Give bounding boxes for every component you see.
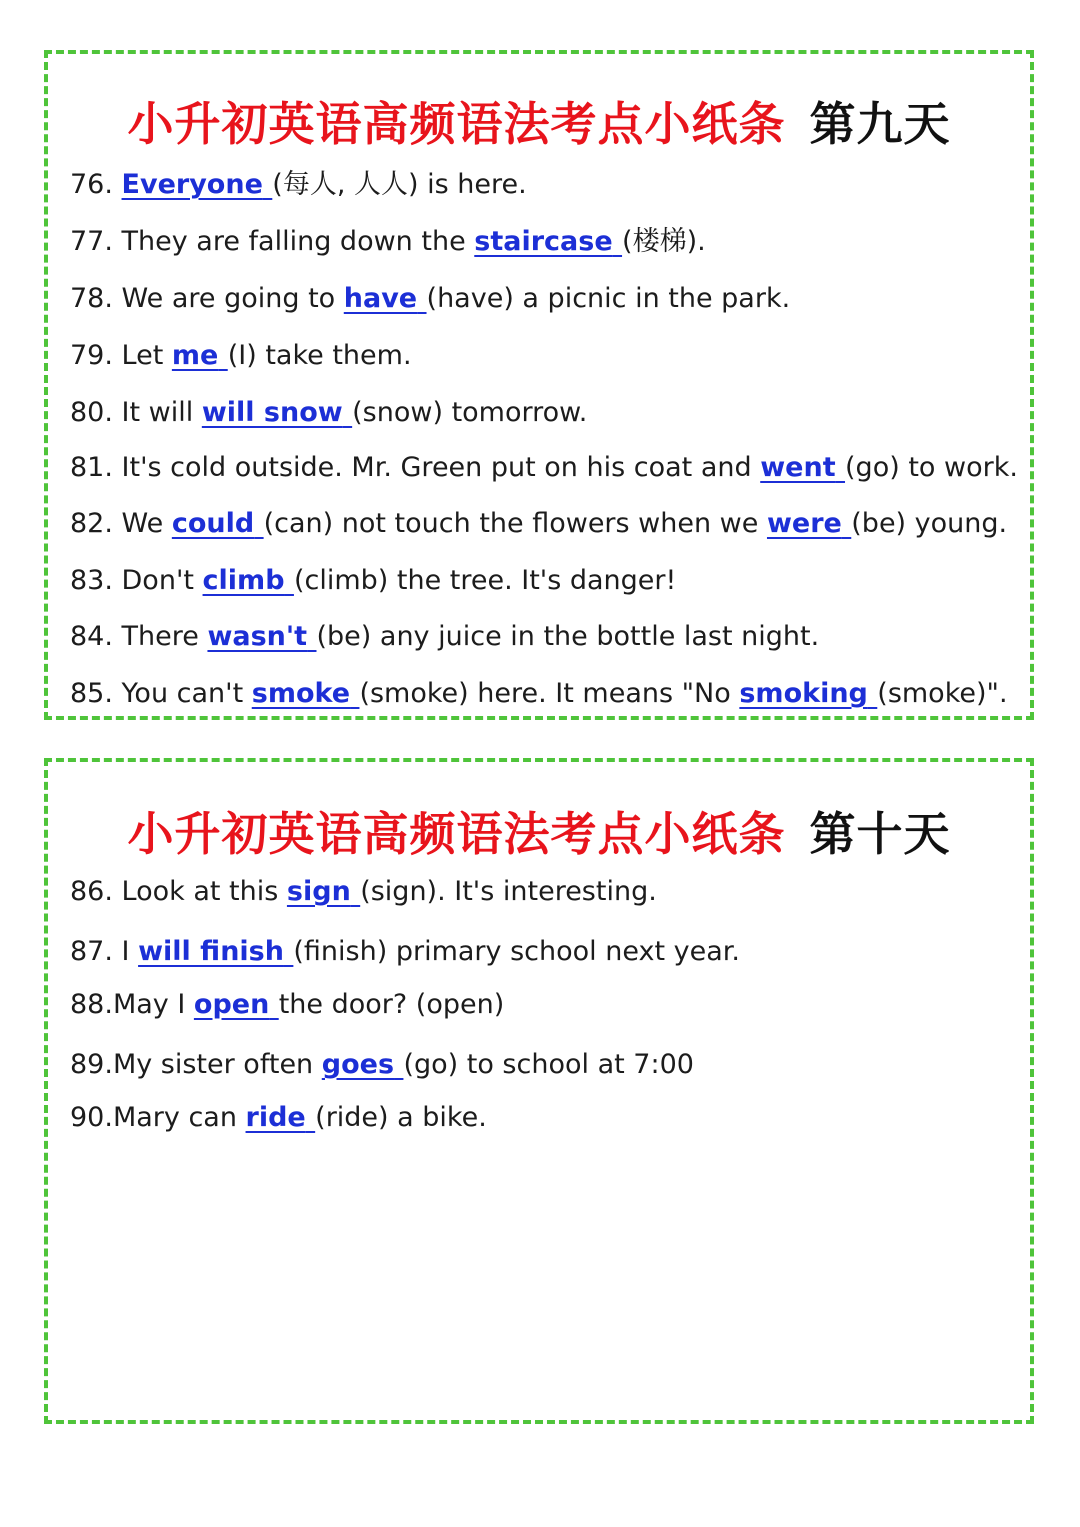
answer: ride <box>245 1102 306 1133</box>
line-text: (can) not touch the flowers when we <box>263 508 767 539</box>
answer: Everyone <box>121 169 263 200</box>
line-text: the door? (open) <box>278 989 505 1020</box>
exercise-line-81 <box>70 451 1018 485</box>
line-text: 78. We are going to <box>70 283 344 314</box>
exercise-line-88 <box>70 988 504 1022</box>
line-text: (go) to school at 7:00 <box>403 1049 694 1080</box>
exercise-line-85 <box>70 677 1008 711</box>
exercise-line-79 <box>70 339 412 373</box>
line-text: (smoke)". <box>877 678 1008 709</box>
answer: goes <box>321 1049 395 1080</box>
line-text: (smoke) here. It means "No <box>359 678 740 709</box>
answer: wasn't <box>207 621 308 652</box>
answer: will snow <box>201 397 343 428</box>
line-text: 82. We <box>70 508 172 539</box>
answer: me <box>171 340 219 371</box>
exercise-line-82 <box>70 507 1007 541</box>
line-text: 90.Mary can <box>70 1102 246 1133</box>
answer: climb <box>202 565 285 596</box>
line-text: 83. Don't <box>70 565 203 596</box>
answer: smoke <box>251 678 351 709</box>
line-text: 89.My sister often <box>70 1049 322 1080</box>
note-card-day10 <box>44 758 1034 1424</box>
line-text: (snow) tomorrow. <box>352 397 588 428</box>
line-text: (每人, 人人) is here. <box>272 169 527 200</box>
line-text: 80. It will <box>70 397 202 428</box>
note-card-day9 <box>44 50 1034 720</box>
line-text: (be) young. <box>851 508 1008 539</box>
exercise-line-87 <box>70 935 740 969</box>
answer: were <box>766 508 842 539</box>
exercise-line-80 <box>70 396 587 430</box>
line-text: 88.May I <box>70 989 194 1020</box>
line-text: (finish) primary school next year. <box>293 936 740 967</box>
answer: went <box>760 452 836 483</box>
answer: have <box>343 283 418 314</box>
answer: could <box>171 508 255 539</box>
line-text: 86. Look at this <box>70 876 287 907</box>
line-text: 79. Let <box>70 340 172 371</box>
line-text: (have) a picnic in the park. <box>426 283 791 314</box>
exercise-line-78 <box>70 282 790 316</box>
line-text: (climb) the tree. It's danger! <box>293 565 677 596</box>
exercise-line-83 <box>70 564 676 598</box>
title-main: 小升初英语高频语法考点小纸条 <box>127 97 786 151</box>
line-text: (be) any juice in the bottle last night. <box>316 621 820 652</box>
title-main: 小升初英语高频语法考点小纸条 <box>127 807 786 861</box>
title-day: 第十天 <box>809 807 951 861</box>
exercise-line-84 <box>70 620 819 654</box>
line-text: 77. They are falling down the <box>70 226 475 257</box>
exercise-line-77 <box>70 225 706 259</box>
line-text: 76. <box>70 169 122 200</box>
line-text: 84. There <box>70 621 208 652</box>
exercise-line-89 <box>70 1048 694 1082</box>
line-text: (sign). It's interesting. <box>360 876 657 907</box>
line-text: (go) to work. <box>845 452 1018 483</box>
answer: sign <box>286 876 351 907</box>
line-text: 81. It's cold outside. Mr. Green put on his coat and <box>70 452 761 483</box>
line-text: (ride) a bike. <box>315 1102 487 1133</box>
answer: will finish <box>138 936 284 967</box>
line-text: 85. You can't <box>70 678 252 709</box>
answer: smoking <box>739 678 868 709</box>
section-title <box>48 798 1030 864</box>
line-text: 87. I <box>70 936 139 967</box>
exercise-line-90 <box>70 1101 487 1135</box>
answer: staircase <box>474 226 613 257</box>
line-text: (楼梯). <box>622 226 706 257</box>
answer: open <box>193 989 270 1020</box>
exercise-line-86 <box>70 875 657 909</box>
section-title <box>48 88 1030 154</box>
title-day: 第九天 <box>809 97 951 151</box>
line-text: (I) take them. <box>227 340 412 371</box>
exercise-line-76 <box>70 168 527 202</box>
